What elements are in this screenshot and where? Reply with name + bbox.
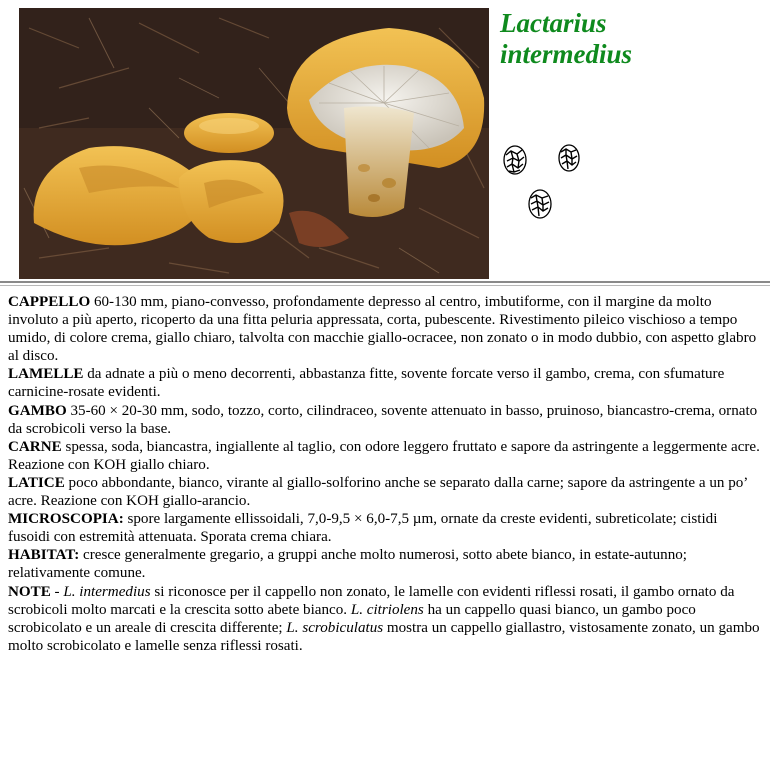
spore-drawing-icon <box>502 143 528 177</box>
section-label: LATICE <box>8 474 65 491</box>
title-genus: Lactarius <box>500 8 607 38</box>
section-text: cresce generalmente gregario, a gruppi anche molto numerosi, sotto abete bianco, in estate-autunno; relativamente comune. <box>8 547 687 582</box>
section-label: GAMBO <box>8 402 67 419</box>
section-label: HABITAT: <box>8 547 80 564</box>
section-text: 60-130 mm, piano-convesso, profondamente depresso al centro, imbutiforme, con il margine da molto involuto a più aperto, ricoperto da una fitta peluria appressata, corta, pubescente. Rivestimento pileico vischioso a tempo umido, di colore crema, giallo chiaro, talvolta con macchie giallo-ocracee, non zonato o in modo dubbio, con aspetto glabro al disco. <box>8 294 757 365</box>
section-text: 35-60 × 20-30 mm, sodo, tozzo, corto, cilindraceo, sovente attenuato in basso, pruinoso, biancastro-crema, ornato da scrobicoli verso la base. <box>8 402 758 437</box>
section-gambo <box>8 402 760 438</box>
spore-drawing-icon <box>527 187 553 221</box>
species-name: L. intermedius <box>63 583 151 600</box>
section-text: spessa, soda, biancastra, ingiallente al taglio, con odore leggero fruttato e sapore da astringente a leggermente acre. Reazione con KOH giallo chiaro. <box>8 438 760 473</box>
species-name: L. scrobiculatus <box>286 619 384 636</box>
note-text: ha un cappello quasi bianco, un gambo poco scrobicolato e un areale di crescita differente; <box>8 601 696 636</box>
section-label: LAMELLE <box>8 366 84 383</box>
section-text: poco abbondante, bianco, virante al giallo-solforino anche se separato dalla carne; sapore da astringente a un po’ acre. Reazione con KOH giallo-arancio. <box>8 474 748 510</box>
section-label: NOTE <box>8 583 51 600</box>
section-text: da adnate a più o meno decorrenti, abbastanza fitte, sovente forcate verso il gambo, crema, con sfumature carnicine-rosate evidenti. <box>8 366 725 401</box>
note-text: mostra un cappello giallastro, vistosamente zonato, un gambo molto scrobicolato e lamelle senza riflessi rosati. <box>8 619 760 654</box>
section-microscopia <box>8 510 760 546</box>
section-text: spore largamente ellissoidali, 7,0-9,5 × 6,0-7,5 µm, ornate da creste evidenti, subreticolate; cistidi fusoidi con estremità attenuata. Sporata crema chiara. <box>8 511 718 546</box>
separator-line <box>0 285 770 286</box>
section-carne <box>8 438 760 474</box>
note-text: si riconosce per il cappello non zonato, le lamelle con evidenti riflessi rosati, il gambo ornato da scrobicoli molto marcati e la crescita sotto abete bianco. <box>8 583 735 618</box>
section-cappello <box>8 293 760 365</box>
species-name: L. citriolens <box>350 601 424 618</box>
spore-drawing-icon <box>557 142 581 174</box>
species-description <box>8 293 760 655</box>
section-label: CARNE <box>8 438 62 455</box>
title-species: intermedius <box>500 39 633 69</box>
page-title <box>500 8 632 70</box>
mushroom-photo <box>19 8 489 279</box>
section-label: CAPPELLO <box>8 294 91 310</box>
section-latice <box>8 474 760 510</box>
section-lamelle <box>8 365 760 401</box>
note-text: - <box>50 583 64 600</box>
mushroom-photo-icon <box>19 8 489 279</box>
section-note <box>8 583 760 655</box>
section-label: MICROSCOPIA: <box>8 511 124 528</box>
separator-line <box>0 281 770 283</box>
section-habitat <box>8 546 760 582</box>
